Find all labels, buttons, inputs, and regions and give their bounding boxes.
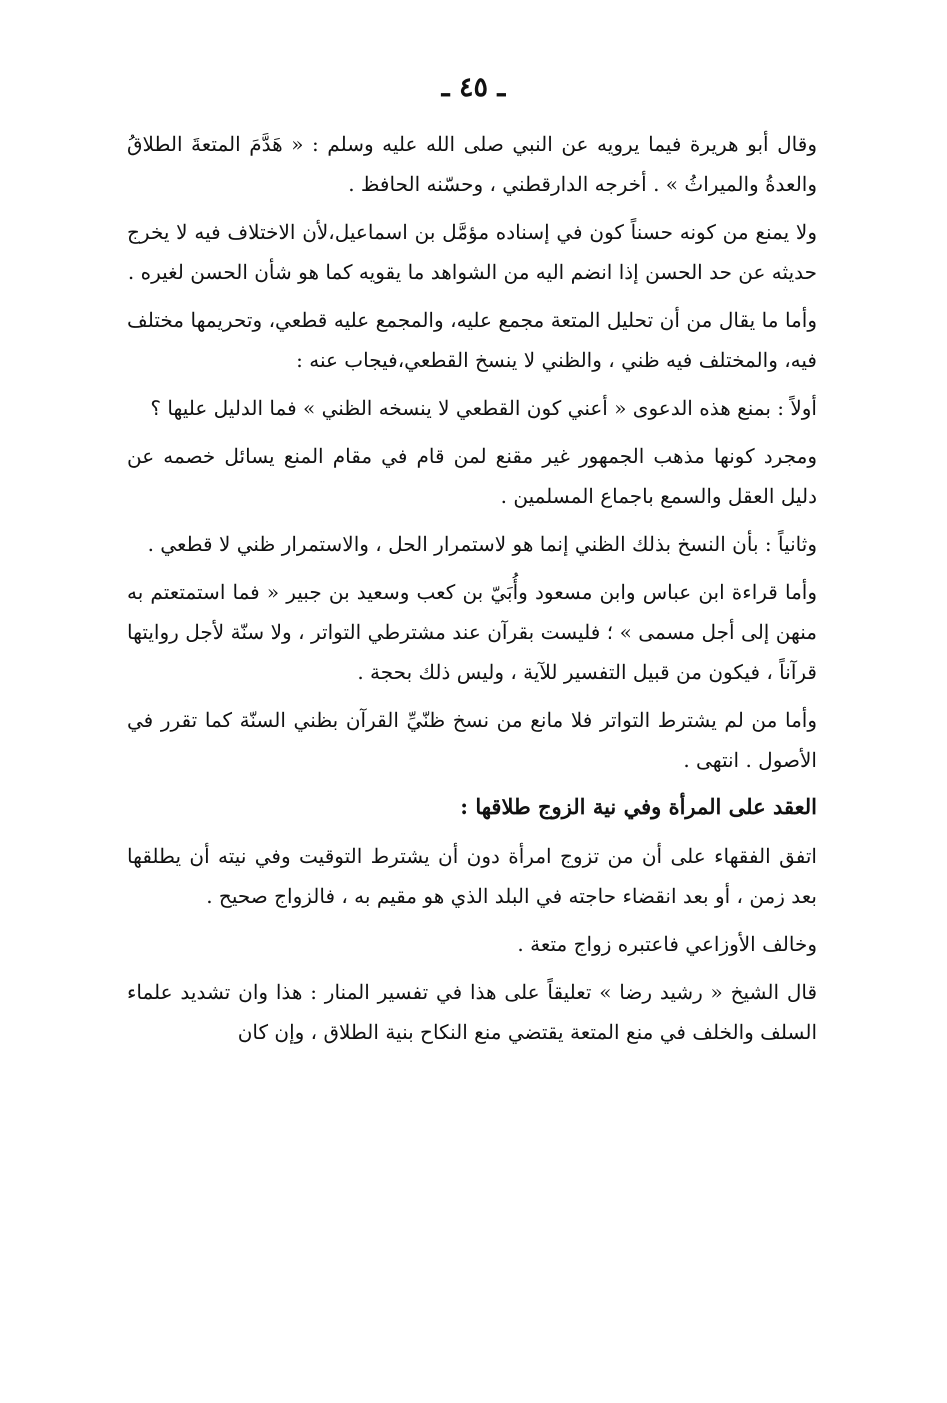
paragraph-jurists-agreement: اتفق الفقهاء على أن من تزوج امرأة دون أن يشترط التوقيت وفي نيته أن يطلقها بعد زمن ، أو بعد انقضاء حاجته في البلد الذي هو مقيم به ، فالزواج صحيح . (127, 844, 817, 908)
paragraph-ibn-abbas-reading: وأما قراءة ابن عباس وابن مسعود وأُبَيّ بن كعب وسعيد بن جبير « فما استمتعتم به منهن إلى أجل مسمى » ؛ فليست بقرآن عند مشترطي التواتر ، ولا سنّة لأجل روايتها قرآناً ، فيكون من قبيل التفسير للآية ، وليس ذلك بحجة . (127, 580, 817, 684)
paragraph-abu-hurayra: وقال أبو هريرة فيما يرويه عن النبي صلى الله عليه وسلم : « هَدَّمَ المتعةَ الطلاقُ والعدةُ والميراثُ » . أخرجه الدارقطني ، وحسّنه الحافظ . (127, 132, 817, 196)
paragraph-first-reply: أولاً : بمنع هذه الدعوى « أعني كون القطعي لا ينسخه الظني » فما الدليل عليها ؟ (150, 396, 817, 420)
paragraph-muammal: ولا يمنع من كونه حسناً كون في إسناده مؤمَّل بن اسماعيل،لأن الاختلاف فيه لا يخرج حديثه عن حد الحسن إذا انضم اليه من الشواهد ما يقويه كما هو شأن الحسن لغيره . (127, 220, 817, 284)
paragraph-majority-view: ومجرد كونها مذهب الجمهور غير مقنع لمن قام في مقام المنع يسائل خصمه عن دليل العقل والسمع باجماع المسلمين . (127, 444, 817, 508)
paragraph-consensus-claim: وأما ما يقال من أن تحليل المتعة مجمع عليه، والمجمع عليه قطعي، وتحريمها مختلف فيه، والمختلف فيه ظني ، والظني لا ينسخ القطعي،فيجاب عنه : (127, 308, 817, 372)
text-body (127, 124, 817, 1060)
paragraph-rashid-rida: قال الشيخ « رشيد رضا » تعليقاً على هذا في تفسير المنار : هذا وان تشديد علماء السلف والخلف في منع المتعة يقتضي منع النكاح بنية الطلاق ، وإن كان (127, 980, 817, 1044)
page-number: ـ ٤٥ ـ (441, 72, 506, 103)
paragraph-awzai: وخالف الأوزاعي فاعتبره زواج متعة . (517, 932, 817, 956)
paragraph-tawatur: وأما من لم يشترط التواتر فلا مانع من نسخ ظنّيِّ القرآن بظني السنّة كما تقرر في الأصول . انتهى . (127, 708, 817, 772)
paragraph-second-reply: وثانياً : بأن النسخ بذلك الظني إنما هو لاستمرار الحل ، والاستمرار ظني لا قطعي . (147, 532, 817, 556)
section-heading: العقد على المرأة وفي نية الزوج طلاقها : (460, 794, 817, 819)
